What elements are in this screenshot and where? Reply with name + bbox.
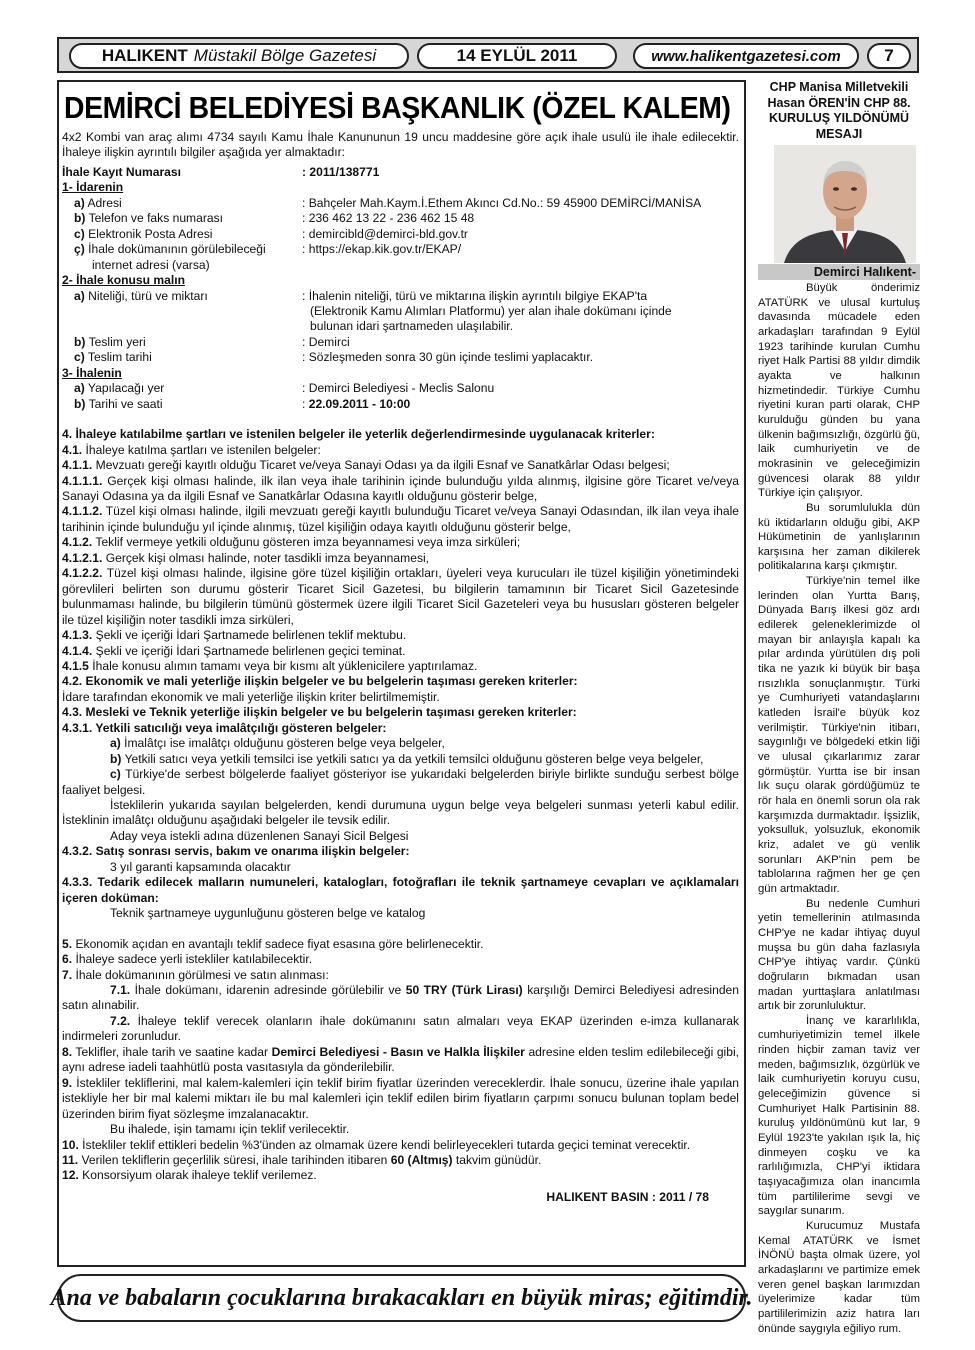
clause-code: 7.1.	[110, 983, 131, 998]
phone-fax-label: Telefon ve faks numarası	[88, 211, 224, 226]
web-address-label: İhale dokümanının görülebileceği	[88, 242, 266, 257]
clause-code: 11.	[62, 1153, 79, 1167]
clause-code: 4.1.1.	[62, 458, 93, 473]
clause-text: Türkiye'de serbest bölgelerde faaliyet gösteriyor ise yukarıdaki belgelerden biriyle birlikte sunduğu serbest bölge faaliyet belgesi.	[62, 767, 739, 797]
portrait-image	[774, 145, 916, 263]
clause-text: İhale konusu alımın tamamı veya bir kısmı alt yüklenicilere yaptırılamaz.	[88, 658, 478, 673]
clause-4-1-2-2	[62, 566, 739, 628]
clause-4-3-1-heading: 4.3.1. Yetkili satıcılığı veya imalâtçılığı gösteren belgeler:	[62, 720, 387, 735]
clause-4-1-5	[62, 659, 739, 674]
sidebar-heading: CHP Manisa Milletvekili Hasan ÖREN'İN CHP 88. KURULUŞ YILDÖNÜMÜ MESAJI	[767, 80, 911, 141]
website-link[interactable]: www.halikentgazetesi.com	[633, 43, 859, 69]
clause-text: Konsorsiyum olarak ihaleye teklif verilemez.	[78, 1168, 317, 1183]
sidebar-paragraph: Büyük önderimiz ATATÜRK ve ulusal kurtuluş davasında mücadele eden arkadaşları tarafından 9 Eylül 1923 tarihinde kurulan Cumhu riyet Halk Partisi 88 yıldır dimdik ayakta ve halkının hizmetindedir. Türkiye Cumhu riyetini kuran parti olarak, CHP kurulduğu günden bu yana ülkenin bağımsızlığı, özgürlü ğü, laik cumhuriyetin ve de mokrasinin ve geleceğimizin güvencesi olarak 88 yıldır Türkiye için çalışıyor.	[758, 282, 921, 500]
clause-code: 5.	[62, 936, 73, 951]
item-key: a)	[74, 381, 85, 396]
section-3-title: 3- İhalenin	[62, 365, 122, 380]
web-address-row	[62, 242, 739, 273]
sidebar-paragraph: Bu sorumlulukla dün kü iktidarların olduğu gibi, AKP Hükümetinin de yanlışlarının karşısına her zaman dikilerek politikalarına karşı çıkmıştır.	[758, 501, 920, 573]
tender-datetime-label: Tarihi ve saati	[88, 396, 163, 411]
clause-4-3-2-heading: 4.3.2. Satış sonrası servis, bakım ve onarıma ilişkin belgeler:	[62, 844, 410, 859]
goods-nature-value-3: bulunan idari şartnameden ulaşılabilir.	[310, 319, 514, 334]
clause-4-3-1-c	[62, 767, 739, 798]
clause-4-2-heading: 4.2. Ekonomik ve mali yeterliğe ilişkin belgeler ve bu belgelerin taşıması gereken kriterler:	[62, 674, 578, 689]
section-1-title: 1- İdarenin	[62, 180, 124, 195]
clause-12	[62, 1168, 739, 1183]
registry-label: İhale Kayıt Numarası	[62, 164, 181, 179]
clause-code: 9.	[62, 1075, 73, 1090]
clause-4-1-4	[62, 644, 739, 659]
item-key: b)	[74, 396, 86, 411]
item-key: b)	[110, 751, 122, 766]
clause-text: Tüzel kişi olması halinde, ilgisine göre tüzel kişiliğin ortakları, üyeleri veya kurucuları ile tüzel kişiliğin yönetimindeki görevlileri belirten son durumu gösterir Ticaret Sicil Gazetesi, bu bilgilerin tamamının bir Ticaret Sicil Gazetesinde bulunmaması halinde, bu bilgilerin tümünü göstermek üzere ilgili Ticaret Sicil Gazeteleri veya bu hususları gösteren belgeler ile tüzel kişiliğin noter tasdikli imza sirküleri,	[62, 566, 739, 627]
sidebar-article	[758, 281, 920, 1336]
sidebar-paragraph: Kurucumuz Mustafa Kemal ATATÜRK ve İsmet İNÖNÜ başta olmak üzere, yol arkadaşlarını ve partimize emek veren genel başkan larımızdan üyelerimize kadar tüm partililerimizin aziz hatıra ları önünde saygıyla eğiliyo rum.	[758, 1220, 920, 1335]
clause-text: Teklif vermeye yetkili olduğunu gösteren imza beyannamesi veya imza sirküleri;	[92, 535, 521, 550]
clause-4-1-2	[62, 535, 739, 550]
delivery-date-label: Teslim tarihi	[87, 350, 152, 365]
clause-text: Teklifler, ihale tarih ve saatine kadar	[72, 1044, 272, 1059]
clause-code: 7.2.	[110, 1013, 131, 1028]
sidebar-paragraph: Türkiye'nin temel ilke lerinden olan Yurtta Barış, Dünyada Barış ilkesi göz ardı edilerek geleneklerimizde ol mayan bir anlayışla kapalı ka pılar ardında yürütülen dış poli tika ne yazık ki büyük bir başa rısızlıkla sonuçlanmıştır. Türki ye Cumhuriyeti vatandaşlarını katleden İsrail'e büyük koz verilmiştir. Türkiye'nin itibarı, saygınlığı ve bölgedeki etkin liği ve ulusal çıkarlarımız zarar görmüştür. Yurtta ise bir insan lık suçu olarak gördüğümüz te rör hala en önemli sorun ola rak karşımızda durmaktadır. İşsizlik, yoksulluk, yolsuzluk, ekonomik kriz, adalet ve gü venlik sorunları AKP'nin pem be tablolarına rağmen her ge çen gün artmaktadır.	[758, 575, 920, 895]
clause-4-1-1-1	[62, 474, 739, 505]
clause-6	[62, 952, 739, 967]
tender-place-label: Yapılacağı yer	[87, 381, 165, 396]
clause-10	[62, 1138, 739, 1153]
item-key: b)	[74, 211, 86, 226]
clause-text: İstekliler tekliflerini, mal kalem-kalemleri için teklif birim fiyatlar üzerinden vereceklerdir. İhale sonucu, üzerine ihale yapılan istekliyle her bir mal kalemi miktarı ile bu mal kalemleri için teklif edilen birim fiyatların çarpımı sonucu bulunan toplam bedel üzerinden birim fiyat sözleşme imzalanacaktır.	[62, 1075, 739, 1121]
clause-text: İhale dokümanının görülmesi ve satın alınması:	[72, 967, 329, 982]
clause-4-3-1-b	[62, 752, 739, 767]
item-key: a)	[74, 195, 85, 210]
clause-text: karşılığı Demirci Belediyesi adresinden satın alınabilir.	[62, 983, 739, 1013]
motto-banner	[50, 1274, 753, 1322]
clause-code: 7.	[62, 967, 73, 982]
clause-text: İhaleye katılma şartları ve istenilen belgeler:	[82, 442, 321, 457]
clause-4-3-1-a	[62, 736, 739, 751]
clause-code: 4.1.3.	[62, 628, 93, 643]
phone-fax-value: : 236 462 13 22 - 236 462 15 48	[302, 211, 475, 226]
item-key: a)	[110, 736, 121, 751]
clause-code: 4.1.2.2.	[62, 566, 103, 581]
clause-text: Gerçek kişi olması halinde, ilk ilan veya ihale tarihinin içinde bulunduğu yılda alınmış, ilgisine göre Ticaret ve/veya Sanayi Odasına ya da ilgili Esnaf ve Sanatkârlar Odasına kayıtlı olduğunu gösterir belge,	[62, 473, 739, 503]
clause-4-3-3-text: Teknik şartnameye uygunluğunu gösteren belge ve katalog	[110, 906, 426, 921]
clause-4-heading: 4. İhaleye katılabilme şartları ve istenilen belgeler ile yeterlik değerlendirmesinde uygulanacak kriterler:	[62, 427, 655, 442]
clause-text: Mevzuatı gereği kayıtlı olduğu Ticaret ve/veya Sanayi Odası ya da ilgili Esnaf ve Sanatkârlar Odası belgesi;	[92, 458, 670, 473]
clause-4-1	[62, 443, 739, 458]
admin-address-label: Adresi	[87, 195, 122, 210]
tender-datetime-value: 22.09.2011 - 10:00	[308, 396, 411, 411]
photo-caption: Demirci Halıkent-	[758, 264, 920, 280]
clause-code: 4.1.2.	[62, 535, 93, 550]
clause-text: takvim günüdür.	[452, 1153, 542, 1167]
tender-datetime-row	[62, 397, 739, 412]
clause-code: 4.1.	[62, 442, 83, 457]
submission-office: Demirci Belediyesi - Basın ve Halkla İlişkiler	[271, 1044, 525, 1059]
clause-text: Gerçek kişi olması halinde, noter tasdikli imza beyannamesi,	[102, 550, 430, 565]
delivery-place-row	[62, 335, 739, 350]
clause-text: İhaleye sadece yerli istekliler katılabilecektir.	[72, 952, 313, 967]
clause-4-1-2-1	[62, 551, 739, 566]
clause-4-2-text: İdare tarafından ekonomik ve mali yeterliğe ilişkin kriter belirtilmemiştir.	[62, 689, 440, 704]
clause-code: 10.	[62, 1137, 79, 1152]
notice-title: DEMİRCİ BELEDİYESİ BAŞKANLIK (ÖZEL KALEM)	[64, 91, 731, 125]
clause-4-3-3-heading: 4.3.3. Tedarik edilecek malların numuneleri, katalogları, fotoğrafları ile teknik şartnameye cevapları ve açıklamaları içeren doküman:	[62, 875, 739, 905]
clause-8	[62, 1045, 739, 1076]
motto-text: Ana ve babaların çocuklarına bırakacakları en büyük miras; eğitimdir.	[50, 1284, 753, 1311]
clause-code: 12.	[62, 1168, 79, 1183]
registry-row	[62, 165, 739, 180]
clause-text: Ekonomik açıdan en avantajlı teklif sadece fiyat esasına göre belirlenecektir.	[72, 936, 484, 951]
clause-text: İhale dokümanı, idarenin adresinde görülebilir ve	[130, 983, 406, 998]
clause-5	[62, 937, 739, 952]
issue-date: 14 EYLÜL 2011	[417, 43, 617, 69]
clause-11	[62, 1153, 739, 1168]
clause-code: 4.1.4.	[62, 643, 93, 658]
clause-4-1-3	[62, 628, 739, 643]
clause-4-3-heading: 4.3. Mesleki ve Teknik yeterliğe ilişkin belgeler ve bu belgelerin taşıması gereken kriterler:	[62, 705, 577, 720]
clause-text: Şekli ve içeriği İdari Şartnamede belirlenen teklif mektubu.	[92, 628, 407, 643]
clause-code: 6.	[62, 952, 73, 967]
clause-code: 4.1.1.1.	[62, 473, 103, 488]
clause-text: adresine elden teslim edilebileceği gibi, aynı adrese iadeli taahhütlü posta vasıtasıyla da gönderilebilir.	[62, 1044, 739, 1075]
clause-code: 4.1.5	[62, 658, 89, 673]
clause-7	[62, 968, 739, 983]
clause-9	[62, 1076, 739, 1122]
clause-text: Yetkili satıcı veya yetkili temsilci ise yetkili satıcı ya da yetkili temsilci olduğunu gösteren belge veya belgeler,	[121, 751, 704, 766]
clause-4-3-2-text: 3 yıl garanti kapsamında olacaktır	[110, 859, 291, 874]
clause-text: İhaleye teklif verecek olanların ihale dokümanını satın almaları veya EKAP üzerinden e-imza kullanarak indirmeleri zorunludur.	[62, 1013, 739, 1044]
newspaper-name-bold: HALIKENT	[101, 46, 188, 65]
web-address-value[interactable]: : https://ekap.kik.gov.tr/EKAP/	[302, 242, 462, 257]
item-key: b)	[74, 334, 86, 349]
item-key: c)	[74, 226, 85, 241]
newspaper-name-italic: Müstakil Bölge Gazetesi	[193, 46, 377, 65]
goods-nature-value-1: : İhalenin niteliği, türü ve miktarına ilişkin ayrıntılı bilgiye EKAP'ta	[302, 288, 648, 303]
clause-text: Şekli ve içeriği İdari Şartnamede belirlenen geçici teminat.	[92, 643, 406, 658]
goods-nature-label: Niteliği, türü ve miktarı	[88, 288, 208, 303]
press-reference: HALIKENT BASIN : 2011 / 78	[546, 1189, 709, 1204]
notice-body	[62, 130, 739, 1205]
registry-value: : 2011/138771	[302, 164, 380, 179]
clause-4-3-1-note: İsteklilerin yukarıda sayılan belgelerden, kendi durumuna uygun belge veya belgeleri sunması yeterli kabul edilir. İsteklinin imalâtçı olduğunu aşağıdaki belgeler ile tevsik edilir.	[62, 798, 739, 828]
email-row	[62, 227, 739, 242]
delivery-date-value: : Sözleşmeden sonra 30 gün içinde teslimi yaplacaktır.	[302, 350, 594, 365]
validity-period: 60 (Altmış)	[390, 1153, 453, 1167]
tender-datetime-prefix: :	[302, 396, 309, 411]
sidebar-paragraph: Bu nedenle Cumhuri yetin temellerinin atılmasında CHP'ye ne kadar ihtiyaç duyul muşsa bu gün daha fazlasıyla CHP'ye ihtiyaç vardır. Çünkü doğruların bıkmadan usan madan yurttaşlara anlatılması artık bir zorunluluktur.	[758, 897, 920, 1013]
web-address-label-2: internet adresi (varsa)	[92, 257, 210, 272]
tender-place-value: : Demirci Belediyesi - Meclis Salonu	[302, 381, 495, 396]
clause-9-note: Bu ihalede, işin tamamı için teklif verilecektir.	[110, 1122, 350, 1137]
delivery-place-value: : Demirci	[302, 334, 350, 349]
clause-text: Tüzel kişi olması halinde, ilgili mevzuatı gereği kayıtlı bulunduğu Ticaret ve/veya Sanayi Odasından, ilk ilan veya ihale tarihinin içinde bulunduğu yıl içinde alınmış, tüzel kişiliğin odaya kayıtlı olduğunu gösterir belge,	[62, 504, 739, 534]
clause-code: 8.	[62, 1044, 73, 1059]
delivery-place-label: Teslim yeri	[88, 334, 146, 349]
tender-place-row	[62, 381, 739, 396]
item-key: c)	[110, 767, 121, 782]
clause-code: 4.1.1.2.	[62, 504, 103, 519]
item-key: c)	[74, 350, 85, 365]
clause-4-1-1	[62, 458, 739, 473]
document-price: 50 TRY (Türk Lirası)	[405, 983, 523, 998]
portrait-photo	[774, 145, 916, 263]
clause-code: 4.1.2.1.	[62, 550, 103, 565]
admin-address-row	[62, 196, 739, 211]
clause-text: İstekliler teklif ettikleri bedelin %3'ünden az olmamak üzere kendi belirleyecekleri tutarda geçici teminat verecektir.	[78, 1137, 691, 1152]
item-key: ç)	[74, 242, 85, 257]
section-2-title: 2- İhale konusu malın	[62, 273, 185, 288]
admin-address-value: : Bahçeler Mah.Kaym.İ.Ethem Akıncı Cd.No.: 59 45900 DEMİRCİ/MANİSA	[302, 195, 702, 210]
goods-nature-row	[62, 289, 739, 335]
clause-text: İmalâtçı ise imalâtçı olduğunu gösteren belge veya belgeler,	[120, 736, 445, 751]
masthead-bar	[57, 37, 919, 73]
email-label: Elektronik Posta Adresi	[88, 226, 213, 241]
phone-fax-row	[62, 211, 739, 226]
goods-nature-value-2: (Elektronik Kamu Alımları Platformu) yer alan ihale dokümanı içinde	[310, 303, 672, 318]
clause-7-2	[62, 1014, 739, 1045]
email-value[interactable]: : demircibld@demirci-bld.gov.tr	[302, 226, 468, 241]
item-key: a)	[74, 288, 85, 303]
newspaper-name	[69, 43, 409, 69]
page-number: 7	[867, 43, 911, 69]
clause-7-1	[62, 983, 739, 1014]
sidebar-paragraph: İnanç ve kararlılıkla, cumhuriyetimizin temel ilkele rinden hiçbir zaman taviz ver meden, bağımsızlık, özgürlük ve laik cumhuriyetin koruyu cusu, geleceğimizin güvence si Cumhuriyet Halk Partisinin 88. kuruluş yıldönümünü kut lar, 9 Eylül 1923'te yakılan ışık la, hiç dinmeyen coşku ve ka rarlılığımızla, CHP'yi iktidara taşıyacağımıza olan inancımla tüm partililerime sevgi ve saygılar sunarım.	[758, 1014, 920, 1218]
notice-intro: 4x2 Kombi van araç alımı 4734 sayılı Kamu İhale Kanununun 19 uncu maddesine göre açık ihale usulü ile ihale edilecektir. İhaleye ilişkin ayrıntılı bilgiler aşağıda yer almaktadır:	[62, 130, 739, 160]
clause-4-1-1-2	[62, 504, 739, 535]
clause-text: Verilen tekliflerin geçerlilik süresi, ihale tarihinden itibaren	[78, 1153, 391, 1167]
delivery-date-row	[62, 350, 739, 365]
clause-4-3-1-note-2: Aday veya istekli adına düzenlenen Sanayi Sicil Belgesi	[110, 828, 409, 843]
